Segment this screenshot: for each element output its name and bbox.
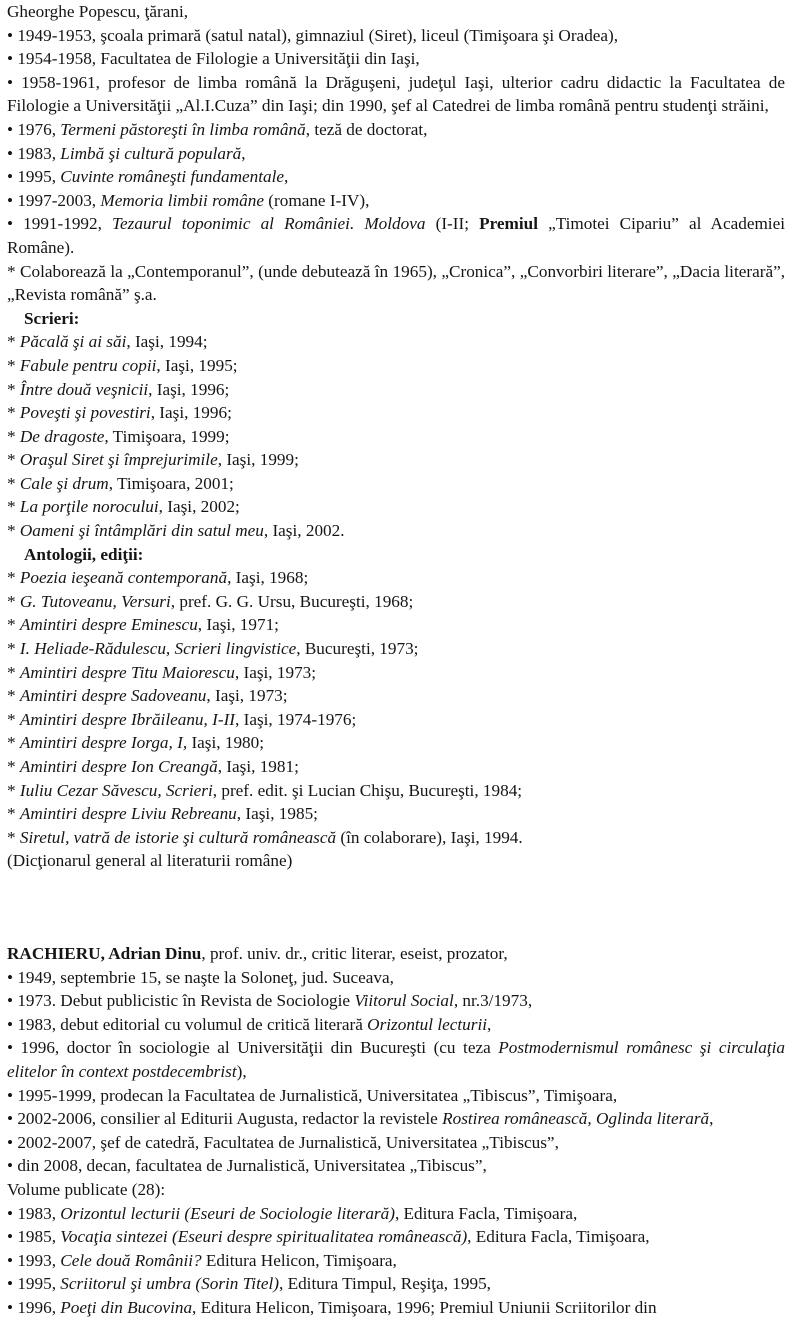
bibliography-item: * Oameni şi întâmplări din satul meu, Iaşi, 2002. bbox=[7, 521, 345, 541]
bibliography-item: * Amintiri despre Titu Maiorescu, Iaşi, 1973; bbox=[7, 662, 317, 682]
work-title: Păcală şi ai săi bbox=[19, 332, 127, 352]
work-title: Amintiri despre Ion Creangă bbox=[19, 757, 218, 776]
bio-item: • 1997-2003, Memoria limbii române (romane I-IV), bbox=[7, 190, 370, 210]
work-title: Poeţi din Bucovina bbox=[60, 1297, 193, 1317]
antologii-heading: Antologii, ediţii: bbox=[24, 544, 144, 564]
popescu-bio-list bbox=[7, 24, 785, 260]
bio-item: • din 2008, decan, facultatea de Jurnalistică, Universitatea „Tibiscus”, bbox=[7, 1156, 487, 1176]
bio-item: • 1983, debut editorial cu volumul de critică literară Orizontul lecturii, bbox=[7, 1014, 492, 1034]
work-title: Amintiri despre Ibrăileanu, I-II bbox=[19, 709, 236, 729]
bibliography-item: * Cale şi drum, Timişoara, 2001; bbox=[7, 473, 234, 493]
work-title: Siretul, vatră de istorie şi cultură românească bbox=[19, 827, 337, 847]
bio-item: • 1995, Cuvinte româneşti fundamentale, bbox=[7, 167, 289, 187]
work-title: La porţile norocului bbox=[19, 497, 159, 517]
bibliography-item: * Poezia ieşeană contemporană, Iaşi, 1968; bbox=[7, 568, 309, 588]
bibliography-item: * Fabule pentru copii, Iaşi, 1995; bbox=[7, 355, 238, 375]
scrieri-list bbox=[7, 330, 785, 542]
bio-item: • 1949, septembrie 15, se naşte la Soloneţ, jud. Suceava, bbox=[7, 967, 394, 987]
work-title: De dragoste bbox=[19, 426, 105, 446]
work-title: Orizontul lecturii bbox=[367, 1014, 487, 1034]
work-title: Între două veşnicii bbox=[19, 379, 149, 399]
work-title: I. Heliade-Rădulescu, Scrieri lingvistice bbox=[19, 639, 297, 659]
work-title: Amintiri despre Iorga, I, bbox=[19, 733, 188, 753]
work-title: Tezaurul toponimic al României. Moldova bbox=[112, 214, 426, 234]
bio-item: • 1954-1958, Facultatea de Filologie a Universităţii din Iaşi, bbox=[7, 49, 420, 69]
work-title: Poezia ieşeană contemporană bbox=[19, 568, 228, 588]
rachieru-header: RACHIERU, Adrian Dinu, prof. univ. dr., critic literar, eseist, prozator, bbox=[7, 943, 508, 963]
bibliography-item: * Amintiri despre Iorga, I, Iaşi, 1980; bbox=[7, 733, 264, 753]
bibliography-item: * Iuliu Cezar Săvescu, Scrieri, pref. edit. şi Lucian Chişu, Bucureşti, 1984; bbox=[7, 780, 523, 800]
popescu-collaborations: * Colaborează la „Contemporanul”, (unde debutează în 1965), „Cronica”, „Convorbiri literare”, „Dacia literară”, „Revista română” ş.a. bbox=[7, 261, 785, 305]
work-title: Viitorul Social bbox=[354, 991, 454, 1011]
bio-item: • 1949-1953, şcoala primară (satul natal), gimnaziul (Siret), liceul (Timişoara şi Oradea), bbox=[7, 25, 619, 45]
bio-item: • 1976, Termeni păstoreşti în limba română, teză de doctorat, bbox=[7, 119, 428, 139]
bio-item: • 1996, Poeţi din Bucovina, Editura Helicon, Timişoara, 1996; Premiul Uniunii Scriitorilor din bbox=[7, 1297, 657, 1317]
work-title: G. Tutoveanu, Versuri bbox=[19, 591, 171, 611]
work-title: Poveşti şi povestiri bbox=[19, 403, 151, 423]
work-title: Termeni păstoreşti în limba română bbox=[60, 119, 306, 139]
bibliography-item: * Amintiri despre Liviu Rebreanu, Iaşi, 1985; bbox=[7, 804, 318, 824]
work-title: Postmodernismul românesc şi circulaţia elitelor în context postdecembrist bbox=[7, 1038, 786, 1081]
volume-list bbox=[7, 1202, 785, 1320]
bibliography-item: * G. Tutoveanu, Versuri, pref. G. G. Ursu, Bucureşti, 1968; bbox=[7, 591, 414, 611]
work-title: Oameni şi întâmplări din satul meu bbox=[19, 521, 264, 541]
bio-item: • 1958-1961, profesor de limba română la Drăguşeni, judeţul Iaşi, ulterior cadru didactic la Facultatea de Filologie a Universităţii „Al.I.Cuza” din Iaşi; din 1990, şef al Catedrei de limba română pentru studenţi străini, bbox=[7, 72, 785, 116]
source-citation: (Dicţionarul general al literaturii române) bbox=[7, 851, 293, 871]
bio-item: • 1995-1999, prodecan la Facultatea de Jurnalistică, Universitatea „Tibiscus”, Timişoara, bbox=[7, 1085, 618, 1105]
bio-item: • 1993, Cele două Românii? Editura Helicon, Timişoara, bbox=[7, 1250, 397, 1270]
work-title: Limbă şi cultură populară bbox=[60, 143, 242, 163]
work-title: Scriitorul şi umbra (Sorin Titel) bbox=[60, 1274, 279, 1294]
bio-item: • 1996, doctor în sociologie al Universităţii din Bucureşti (cu teza Postmodernismul românesc şi circulaţia elitelor în context postdecembrist), bbox=[7, 1038, 786, 1081]
bibliography-item: * I. Heliade-Rădulescu, Scrieri lingvistice, Bucureşti, 1973; bbox=[7, 639, 419, 659]
bio-item: • 1985, Vocaţia sintezei (Eseuri despre spiritualitatea românească), Editura Facla, Timişoara, bbox=[7, 1227, 650, 1247]
work-title: Amintiri despre Sadoveanu bbox=[19, 686, 207, 706]
scrieri-heading: Scrieri: bbox=[24, 308, 80, 328]
bibliography-item: * Păcală şi ai săi, Iaşi, 1994; bbox=[7, 332, 208, 352]
work-title: Iuliu Cezar Săvescu, Scrieri bbox=[19, 780, 213, 800]
bio-item: • 1983, Orizontul lecturii (Eseuri de Sociologie literară), Editura Facla, Timişoara, bbox=[7, 1203, 578, 1223]
work-title: Amintiri despre Titu Maiorescu bbox=[19, 662, 235, 682]
bio-item: • 2002-2007, şef de catedră, Facultatea de Jurnalistică, Universitatea „Tibiscus”, bbox=[7, 1132, 559, 1152]
rachieru-bio-list bbox=[7, 966, 785, 1178]
bibliography-item: * Amintiri despre Ibrăileanu, I-II, Iaşi, 1974-1976; bbox=[7, 709, 357, 729]
bibliography-item: * Amintiri despre Eminescu, Iaşi, 1971; bbox=[7, 615, 279, 635]
work-title: Memoria limbii române bbox=[100, 190, 264, 210]
bibliography-item: * Siretul, vatră de istorie şi cultură românească (în colaborare), Iaşi, 1994. bbox=[7, 827, 523, 847]
section-gap bbox=[7, 873, 785, 942]
work-title: Oraşul Siret şi împrejurimile bbox=[19, 450, 218, 470]
bibliography-item: * Oraşul Siret şi împrejurimile, Iaşi, 1999; bbox=[7, 450, 299, 470]
work-title: Vocaţia sintezei (Eseuri despre spiritualitatea românească) bbox=[60, 1227, 468, 1247]
bio-item-tezaur: • 1991-1992, Tezaurul toponimic al României. Moldova (I-II; Premiul „Timotei Cipariu” al Academiei Române). bbox=[7, 214, 785, 257]
work-title: Amintiri despre Eminescu bbox=[19, 615, 198, 635]
bibliography-item: * Amintiri despre Ion Creangă, Iaşi, 1981; bbox=[7, 757, 299, 776]
bibliography-item: * Amintiri despre Sadoveanu, Iaşi, 1973; bbox=[7, 686, 288, 706]
award-label: Premiul bbox=[479, 214, 538, 234]
bibliography-item: * Între două veşnicii, Iaşi, 1996; bbox=[7, 379, 230, 399]
bio-item: • 2002-2006, consilier al Editurii Augusta, redactor la revistele Rostirea românească, Oglinda literară, bbox=[7, 1109, 714, 1129]
popescu-intro: Gheorghe Popescu, ţărani, bbox=[7, 2, 189, 21]
bibliography-item: * De dragoste, Timişoara, 1999; bbox=[7, 426, 230, 446]
work-title: Rostirea românească, Oglinda literară bbox=[442, 1109, 710, 1129]
work-title: Cele două Românii? bbox=[60, 1250, 202, 1270]
author-name: RACHIERU, Adrian Dinu bbox=[7, 943, 202, 963]
work-title: Orizontul lecturii (Eseuri de Sociologie literară) bbox=[60, 1203, 395, 1223]
bibliography-item: * Poveşti şi povestiri, Iaşi, 1996; bbox=[7, 403, 232, 423]
bio-item: • 1995, Scriitorul şi umbra (Sorin Titel), Editura Timpul, Reşiţa, 1995, bbox=[7, 1274, 491, 1294]
bio-item: • 1983, Limbă şi cultură populară, bbox=[7, 143, 246, 163]
work-title: Fabule pentru copii bbox=[19, 355, 157, 375]
bibliography-item: * La porţile norocului, Iaşi, 2002; bbox=[7, 497, 240, 517]
work-title: Amintiri despre Liviu Rebreanu bbox=[19, 804, 237, 824]
volume-heading: Volume publicate (28): bbox=[7, 1179, 166, 1199]
antologii-list bbox=[7, 566, 785, 849]
work-title: Cuvinte româneşti fundamentale bbox=[60, 167, 285, 187]
bio-item: • 1973. Debut publicistic în Revista de Sociologie Viitorul Social, nr.3/1973, bbox=[7, 991, 533, 1011]
work-title: Cale şi drum bbox=[19, 473, 109, 493]
